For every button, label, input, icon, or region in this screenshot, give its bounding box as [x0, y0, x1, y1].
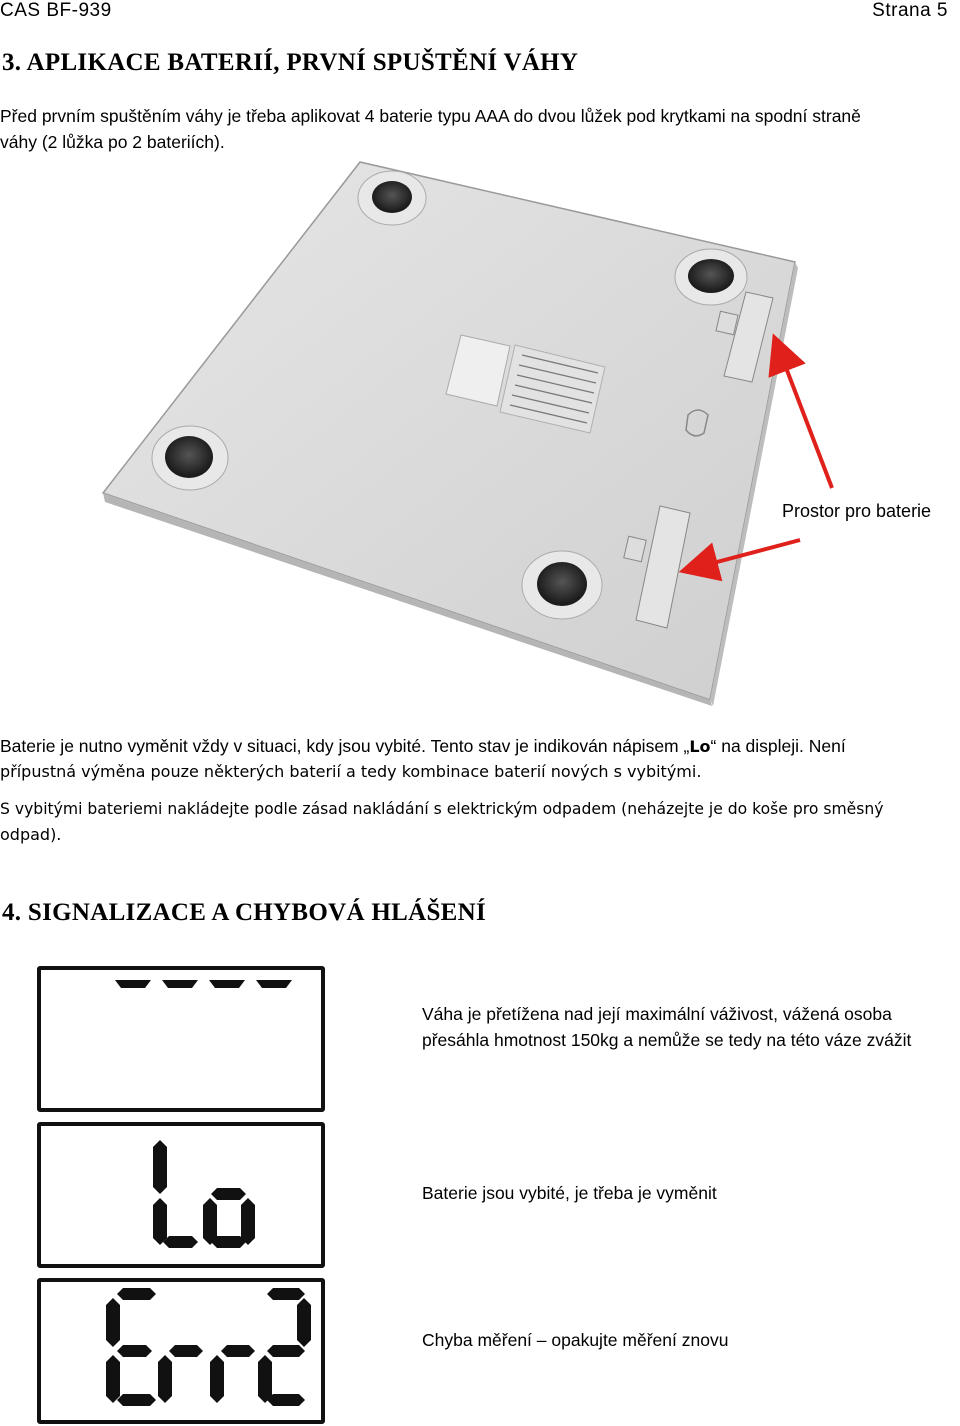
section-3-title: 3. APLIKACE BATERIÍ, PRVNÍ SPUŠTĚNÍ VÁHY: [2, 49, 579, 76]
para1-text-a: Baterie je nutno vyměnit vždy v situaci, kdy jsou vybité. Tento stav je indikován nápisem „: [0, 736, 690, 756]
lo-inline-label: Lo: [689, 737, 711, 756]
lcd-overload-display: [37, 966, 325, 1112]
section-4-title: 4. SIGNALIZACE A CHYBOVÁ HLÁŠENÍ: [2, 899, 487, 926]
scale-foot-3: [152, 426, 228, 490]
doc-header-left: CAS BF-939: [0, 0, 112, 21]
overload-description-line2: přesáhla hmotnost 150kg a nemůže se tedy na této váze zvážit: [422, 1030, 912, 1050]
lcd-error-display: [37, 1278, 325, 1424]
error-description: Chyba měření – opakujte měření znovu: [422, 1330, 729, 1350]
section-3-intro-line1: Před prvním spuštěním váhy je třeba aplikovat 4 baterie typu AAA do dvou lůžek pod krytkami na spodní straně: [0, 106, 861, 126]
err2-segment-icon: [41, 1282, 321, 1420]
doc-header-right: Strana 5: [872, 0, 948, 21]
callout-arrow-upper: [780, 352, 832, 488]
lo-segment-icon: [41, 1126, 321, 1264]
battery-paragraph-line2: přípustná výměna pouze některých baterií a tedy kombinace baterií nových s vybitými.: [0, 762, 702, 781]
scale-foot-1: [358, 171, 426, 225]
scale-foot-2: [675, 249, 747, 305]
overload-description-line1: Váha je přetížena nad její maximální váživost, vážená osoba: [422, 1004, 892, 1024]
battery-paragraph-line1: [0, 733, 846, 760]
scale-foot-4: [522, 551, 602, 619]
section-3-intro-line2: váhy (2 lůžka po 2 bateriích).: [0, 132, 225, 152]
scale-underside-image: [0, 150, 960, 710]
battery-callout-label: Prostor pro baterie: [782, 501, 932, 521]
overload-dashes-icon: [41, 970, 321, 1108]
para1-text-b: “ na displeji. Není: [710, 736, 846, 756]
disposal-paragraph-line2: odpad).: [0, 825, 62, 844]
low-battery-description: Baterie jsou vybité, je třeba je vyměnit: [422, 1183, 717, 1203]
disposal-paragraph-line1: S vybitými bateriemi nakládejte podle zásad nakládání s elektrickým odpadem (neházejte je do koše pro směsný: [0, 800, 884, 818]
lcd-low-battery-display: [37, 1122, 325, 1268]
